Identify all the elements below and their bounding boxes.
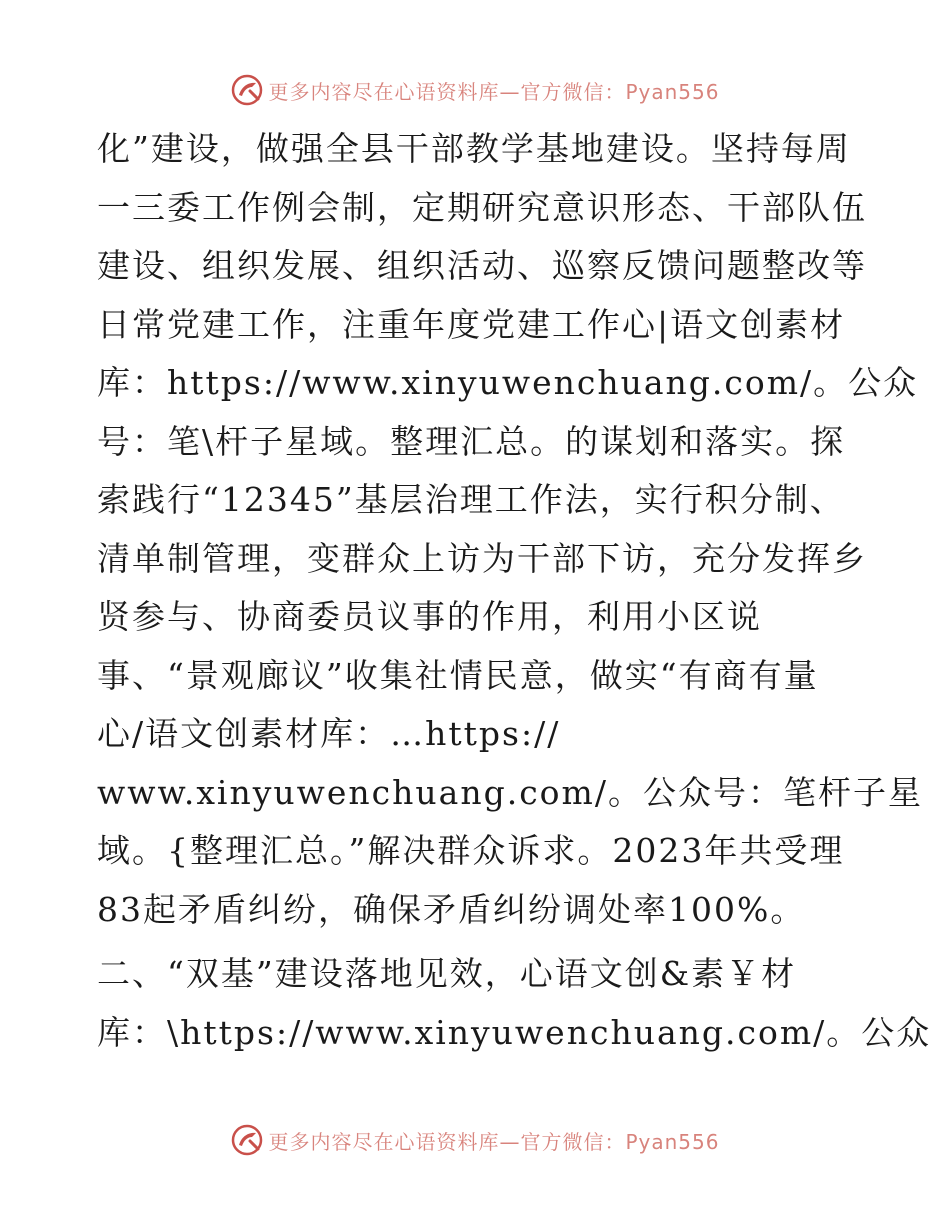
- header-banner-text: 更多内容尽在心语资料库—官方微信：Pyan556: [268, 79, 720, 104]
- brand-logo-icon: [230, 1123, 264, 1157]
- header-banner: [0, 70, 950, 110]
- footer-banner: [0, 1120, 950, 1160]
- body-line: 事、“景观廊议”收集社情民意，做实“有商有量: [97, 655, 819, 695]
- body-line: 贤参与、协商委员议事的作用，利用小区说: [97, 597, 762, 636]
- section-heading-line: 二、“双基”建设落地见效，心语文创&素￥材: [97, 954, 797, 993]
- body-line: 化”建设，做强全县干部教学基地建设。坚持每周: [97, 129, 851, 168]
- body-line: 清单制管理，变群众上访为干部下访，充分发挥乡: [97, 538, 867, 578]
- document-body: [97, 120, 932, 1062]
- body-line: 域。{整理汇总。”解决群众诉求。2023年共受理: [97, 831, 845, 870]
- section-body-line: 库：\https://www.xinyuwenchuang.com/。公众: [97, 1012, 932, 1052]
- body-line: 号：笔\杆子星域。整理汇总。的谋划和落实。探: [97, 421, 846, 461]
- body-line: 建设、组织发展、组织活动、巡察反馈问题整改等: [97, 246, 867, 285]
- body-line: 心/语文创素材库：…https://: [97, 714, 561, 753]
- body-line: 索践行“12345”基层治理工作法，实行积分制、: [97, 480, 845, 519]
- brand-logo-icon: [230, 73, 264, 107]
- body-line: 日常党建工作，注重年度党建工作心|语文创素材: [97, 304, 846, 344]
- body-line: 一三委工作例会制，定期研究意识形态、干部队伍: [97, 187, 867, 227]
- body-line: 83起矛盾纠纷，确保矛盾纠纷调处率100%。: [97, 889, 806, 929]
- body-line: www.xinyuwenchuang.com/。公众号：笔杆子星: [97, 772, 923, 812]
- body-line: 库：https://www.xinyuwenchuang.com/。公众: [97, 363, 919, 402]
- footer-banner-text: 更多内容尽在心语资料库—官方微信：Pyan556: [268, 1129, 720, 1154]
